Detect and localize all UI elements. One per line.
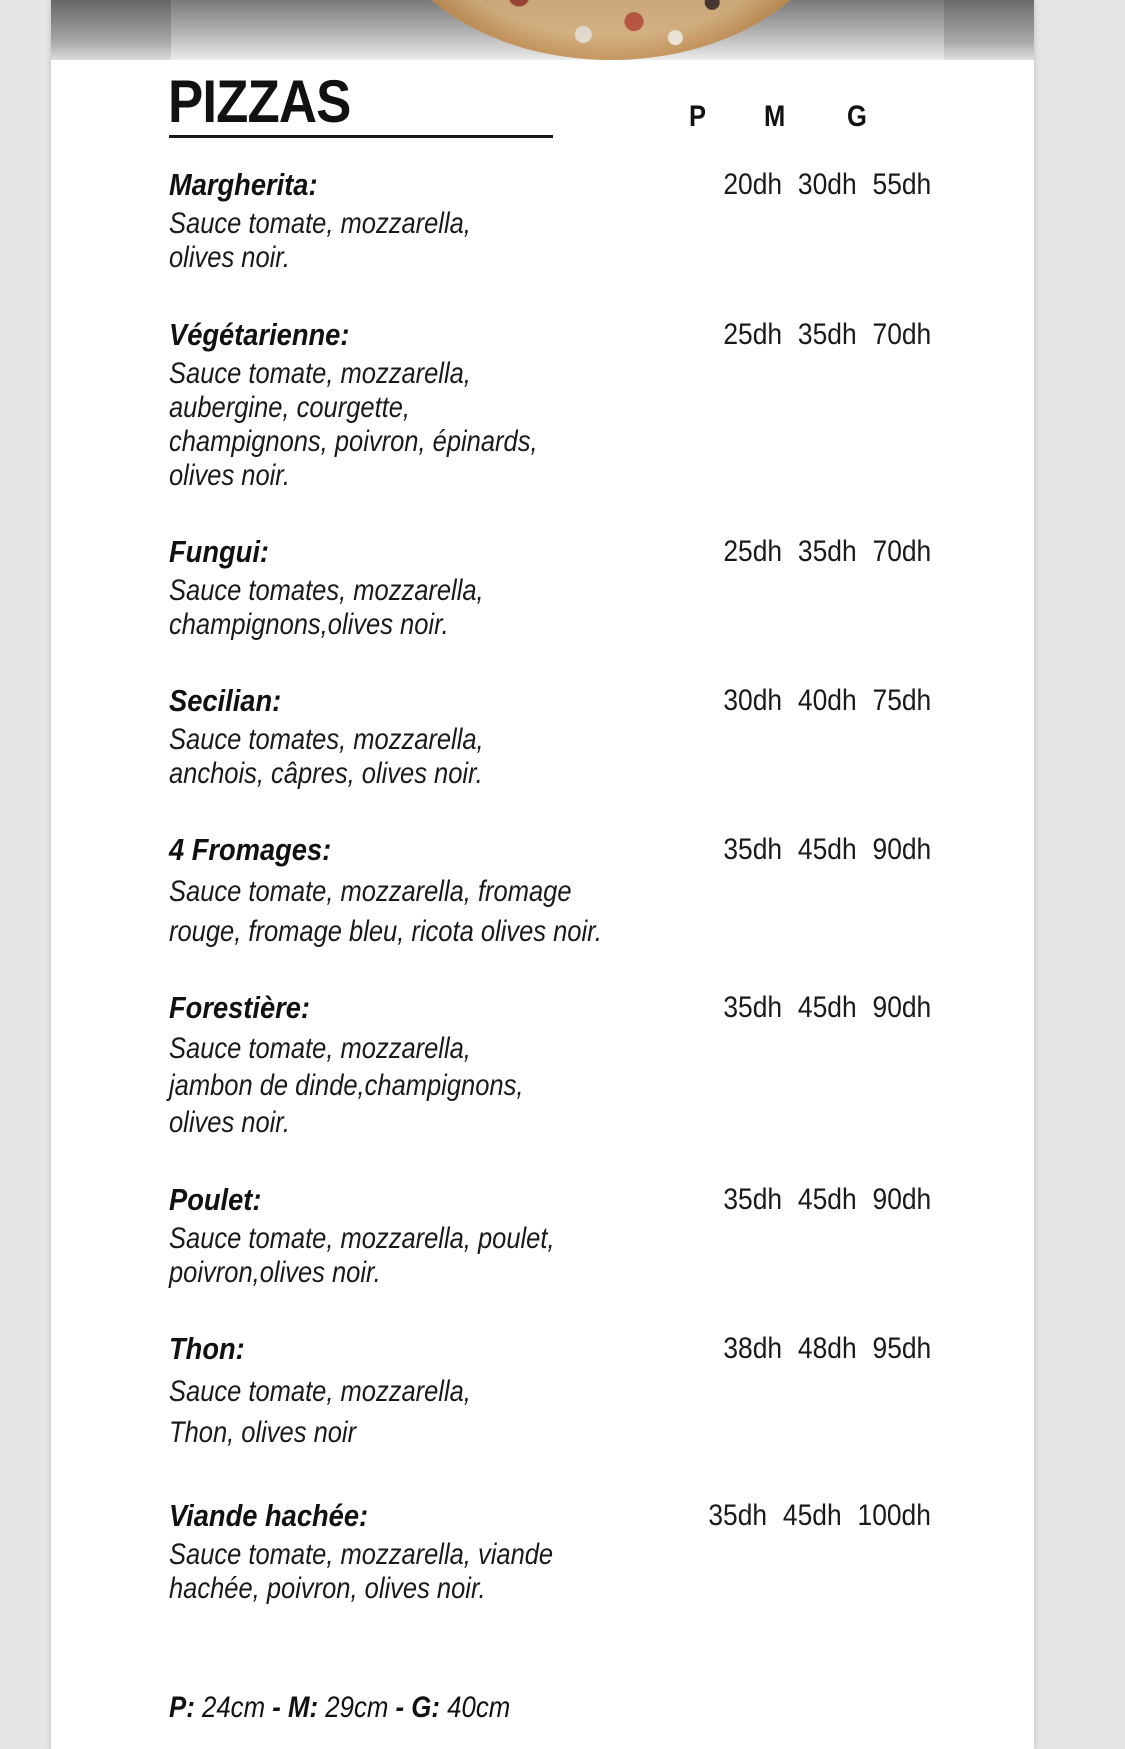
price-p: 25dh: [723, 318, 782, 351]
price-g: 95dh: [872, 1332, 931, 1365]
item-name: Poulet:: [169, 1182, 262, 1217]
menu-title: PIZZAS: [168, 68, 351, 135]
menu-item-viande-hachee: [169, 1498, 729, 1606]
sizes-note: [169, 1690, 510, 1726]
price-p: 38dh: [723, 1332, 782, 1365]
item-prices-4-fromages: [723, 832, 931, 868]
item-description: Sauce tomate, mozzarella, aubergine, courgette, champignons, poivron, épinards, olives noir.: [169, 357, 538, 492]
item-name: Thon:: [169, 1331, 245, 1366]
price-p: 20dh: [723, 168, 782, 201]
menu-item-margherita: [169, 167, 729, 275]
menu-item-fungui: [169, 534, 729, 642]
price-g: 100dh: [857, 1499, 931, 1532]
price-m: 48dh: [797, 1332, 857, 1365]
title-underline: [169, 135, 553, 138]
price-g: 90dh: [872, 1183, 931, 1216]
size-header-g: G: [847, 100, 867, 133]
item-name: Viande hachée:: [169, 1498, 369, 1533]
size-separator: -: [272, 1691, 281, 1724]
price-g: 75dh: [872, 684, 931, 717]
size-separator: -: [395, 1691, 405, 1724]
price-p: 35dh: [723, 833, 782, 866]
size-value-m: 29cm: [318, 1691, 396, 1724]
price-p: 30dh: [723, 684, 782, 717]
price-g: 55dh: [872, 168, 931, 201]
menu-item-thon: [169, 1331, 729, 1453]
item-name: Fungui:: [169, 534, 269, 569]
item-description: Sauce tomate, mozzarella, Thon, olives noir: [169, 1375, 471, 1449]
item-prices-thon: [723, 1331, 931, 1367]
item-name: Margherita:: [169, 167, 318, 202]
menu-item-4-fromages: [169, 832, 729, 952]
price-p: 35dh: [723, 991, 782, 1024]
menu-item-secilian: [169, 683, 729, 791]
header-image-right-shade: [944, 0, 1034, 60]
size-value-p: 24cm: [194, 1691, 273, 1724]
item-name: Forestière:: [169, 990, 311, 1025]
item-description: Sauce tomates, mozzarella, anchois, câpres, olives noir.: [169, 723, 484, 790]
size-label-p: P:: [169, 1691, 195, 1724]
item-description: Sauce tomate, mozzarella, fromage rouge, fromage bleu, ricota olives noir.: [169, 875, 602, 948]
item-prices-fungui: [723, 534, 931, 570]
item-prices-secilian: [723, 683, 931, 719]
price-p: 25dh: [723, 535, 782, 568]
pizza-header-image: [51, 0, 1034, 60]
price-m: 45dh: [797, 991, 857, 1024]
size-value-g: 40cm: [439, 1691, 511, 1724]
price-p: 35dh: [708, 1499, 768, 1532]
item-description: Sauce tomate, mozzarella, olives noir.: [169, 207, 471, 274]
item-description: Sauce tomate, mozzarella, viande hachée, poivron, olives noir.: [169, 1538, 554, 1605]
price-m: 45dh: [797, 1183, 857, 1216]
item-name: Végétarienne:: [169, 317, 350, 352]
size-label-m: M:: [280, 1691, 319, 1724]
price-m: 35dh: [797, 318, 857, 351]
item-name: Secilian:: [169, 683, 282, 718]
price-m: 45dh: [797, 833, 857, 866]
price-g: 90dh: [872, 833, 931, 866]
price-m: 30dh: [797, 168, 857, 201]
price-g: 70dh: [872, 535, 931, 568]
pizza-photo: [381, 0, 841, 60]
price-m: 35dh: [797, 535, 857, 568]
item-prices-vegetarienne: [723, 317, 931, 353]
item-prices-forestiere: [723, 990, 931, 1026]
item-prices-poulet: [723, 1182, 931, 1218]
item-prices-margherita: [723, 167, 931, 203]
item-description: Sauce tomate, mozzarella, poulet, poivron,olives noir.: [169, 1222, 555, 1289]
price-m: 45dh: [782, 1499, 842, 1532]
item-description: Sauce tomates, mozzarella, champignons,olives noir.: [169, 574, 484, 641]
header-image-left-shade: [51, 0, 171, 60]
size-header-m: M: [764, 100, 786, 133]
price-m: 40dh: [797, 684, 857, 717]
menu-item-poulet: [169, 1182, 729, 1290]
menu-item-vegetarienne: [169, 317, 729, 493]
price-g: 90dh: [872, 991, 931, 1024]
size-label-g: G:: [404, 1691, 440, 1724]
item-prices-viande-hachee: [708, 1498, 931, 1534]
size-header-p: P: [689, 100, 707, 133]
menu-item-forestiere: [169, 990, 729, 1141]
item-description: Sauce tomate, mozzarella, jambon de dinde,champignons, olives noir.: [169, 1032, 524, 1139]
price-g: 70dh: [872, 318, 931, 351]
item-name: 4 Fromages:: [169, 832, 332, 867]
price-p: 35dh: [723, 1183, 782, 1216]
